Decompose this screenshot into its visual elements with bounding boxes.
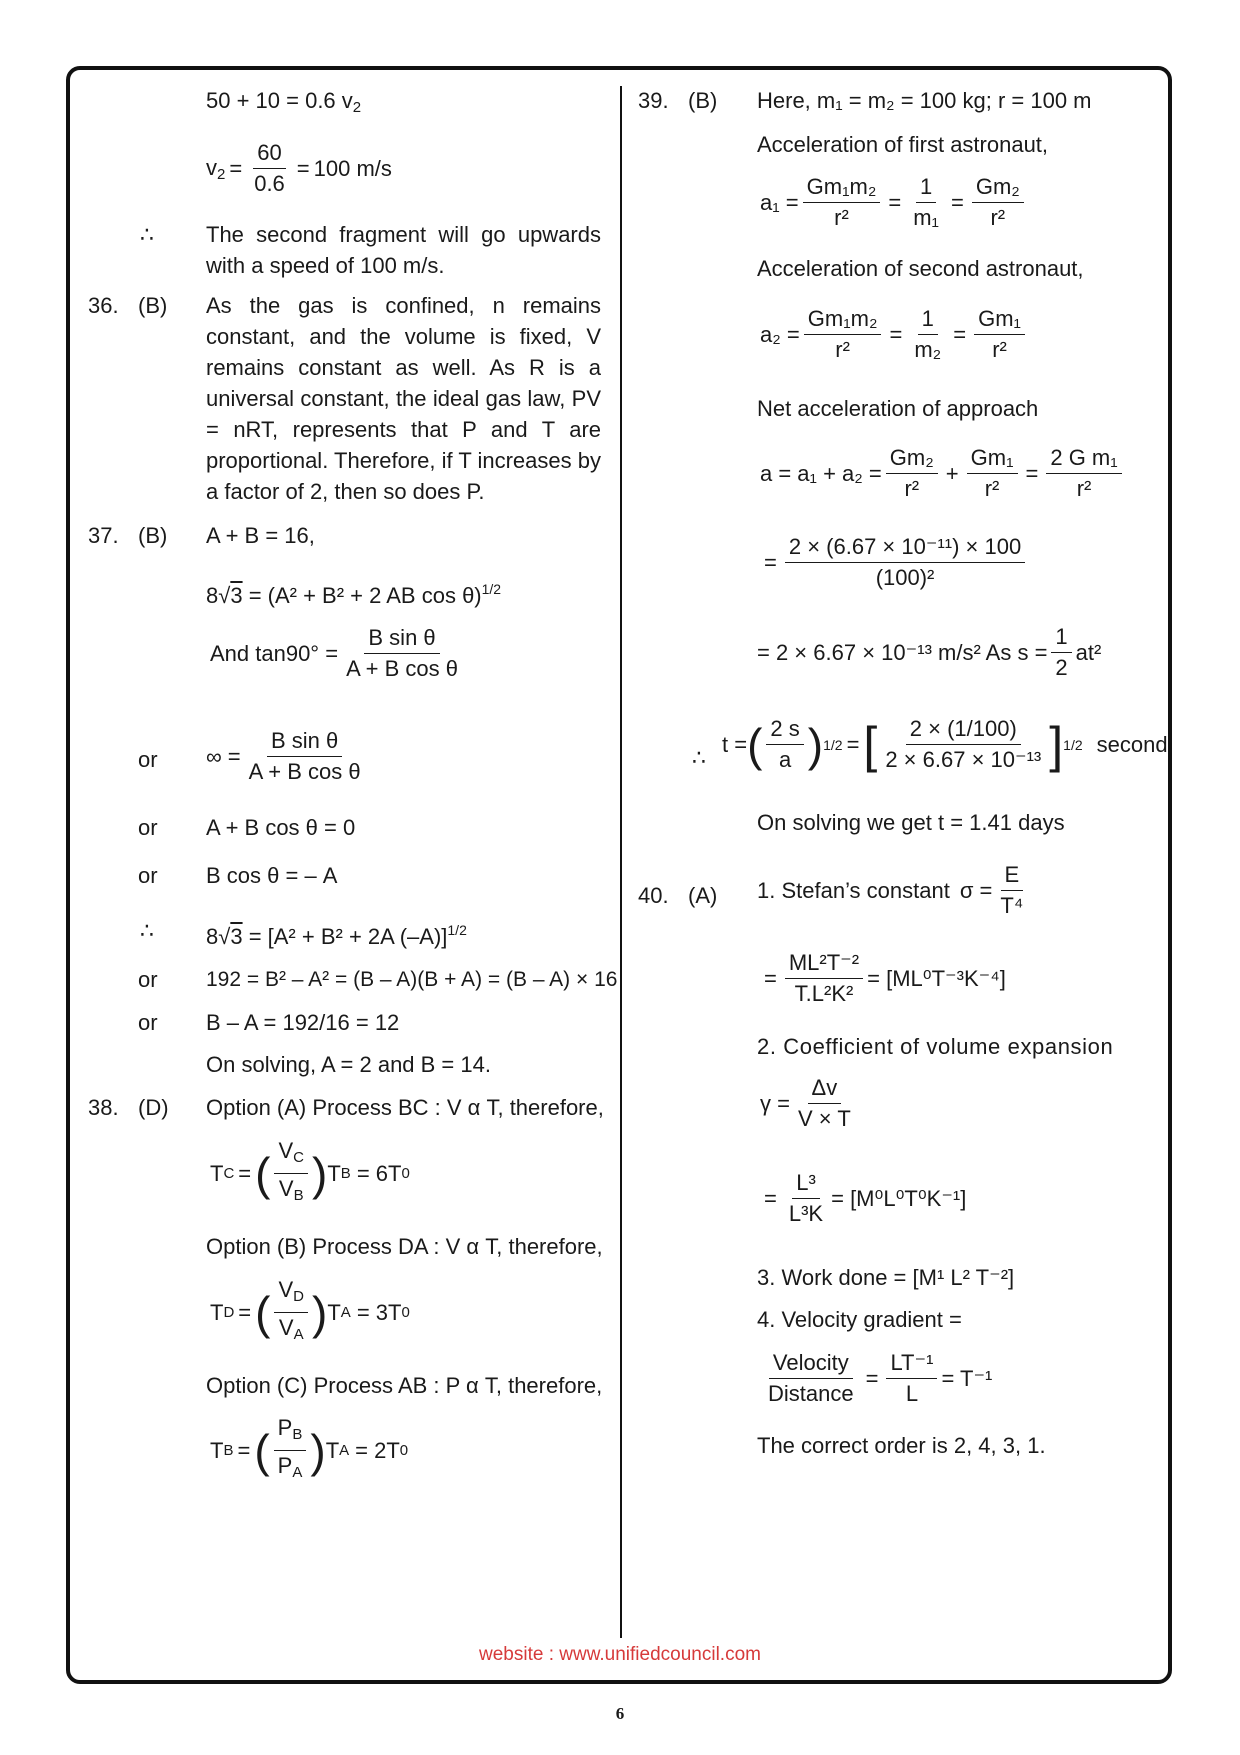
q39-option: (B)	[688, 88, 718, 113]
q37-or-1: or	[138, 747, 158, 772]
q39-a2-equation: a₂ = $\frac{\text{Gm₁m₂}}{\text{r²}}$ = $\frac{1}{\text{m₂}}$ = $\frac{\text{Gm₁}}{\text{r²}}$	[760, 306, 1029, 363]
q35-conclusion: The second fragment will go upwards with a speed of 100 m/s.	[206, 222, 601, 278]
q38-option: (D)	[138, 1095, 169, 1120]
q40-s2-label: 2. Coefficient of volume expansion	[757, 1034, 1114, 1059]
q37-therefore: ∴	[140, 918, 154, 943]
q37-number: 37.	[88, 523, 119, 548]
q40-s2-equation: γ = $\frac{\Delta v}{V \times T}$	[760, 1075, 851, 1131]
q37-or-4: or	[138, 967, 158, 992]
q37-line4: ∞ = $\frac{\text{B sin θ}}{\text{A + B cos θ}}$	[206, 728, 361, 784]
q40-s4-label: 4. Velocity gradient =	[757, 1307, 962, 1332]
page-number: 6	[615, 1704, 625, 1723]
q38-optC-equation: T B = ( $\frac{P_B}{P_A}$ ) T A = 2T 0	[210, 1415, 409, 1481]
q39-therefore: ∴	[692, 745, 706, 770]
q37-line1: A + B = 16,	[206, 523, 315, 548]
q39-solution: On solving we get t = 1.41 days	[757, 810, 1065, 835]
q37-or-5: or	[138, 1010, 158, 1035]
q40-option: (A)	[688, 883, 718, 908]
q38-optB-equation: T D = ( $\frac{V_D}{V_A}$ ) T A = 3T 0	[210, 1277, 410, 1343]
q37-line5: A + B cos θ = 0	[206, 815, 356, 840]
q39-net-equation: a = a₁ + a₂ = $\frac{\text{Gm₂}}{\text{r²}}$ + $\frac{\text{Gm₁}}{\text{r²}}$ = $\frac{\text{2 G m₁}}{\text{r²}}$	[760, 445, 1126, 502]
q37-option: (B)	[138, 523, 168, 548]
q37-line10: On solving, A = 2 and B = 14.	[206, 1052, 491, 1077]
q38-optC-text: Option (C) Process AB : P α T, therefore,	[206, 1373, 603, 1398]
q39-acc1-label: Acceleration of first astronaut,	[757, 132, 1049, 157]
q40-s4-equation: $\frac{\text{Velocity}}{\text{Distance}}$ = $\frac{\text{LT⁻¹}}{L}$ = T⁻¹	[768, 1350, 993, 1406]
q36-solution: As the gas is confined, n remains constant, and the volume is fixed, V remains constant as well. As R is a universal constant, the ideal gas law, PV = nRT, represents that P and T are proportional. Therefore, if T increases by a factor of 2, then so does P.	[206, 293, 601, 504]
q35-eq1: 50 + 10 = 0.6 $v_2$	[206, 88, 362, 116]
q40-s3: 3. Work done = [M¹ L² T⁻²]	[757, 1265, 1015, 1290]
q39-result-line: = 2 × 6.67 × 10⁻¹³ m/s² As s = $\frac{1}{2}$ at²	[757, 624, 1102, 680]
q38-optA-text: Option (A) Process BC : V α T, therefore,	[206, 1095, 604, 1120]
footer-website-link[interactable]: website : www.unifiedcouncil.com	[479, 1644, 761, 1665]
q39-t-equation: t = ( $\frac{2 s}{a}$ ) 1/2 = [ $\frac{2 \times (1/100)}{\text{2 × 6.67 × 10⁻¹³}}$ ] 1/2 second	[722, 716, 1168, 773]
q40-number: 40.	[638, 883, 669, 908]
q40-s1-equation: 1. Stefan’s constant σ = $\frac{E}{\text{T⁴}}$	[757, 862, 1024, 918]
q37-line2: 8√3 = (A² + B² + 2 AB cos θ)$^{1/2}$	[206, 581, 502, 608]
q37-line6: B cos θ = – A	[206, 863, 338, 888]
q37-line9: B – A = 192/16 = 12	[206, 1010, 400, 1035]
column-divider	[620, 86, 622, 1638]
q39-number: 39.	[638, 88, 669, 113]
q37-line3: And tan90° = $\frac{\text{B sin θ}}{\text{A + B cos θ}}$	[210, 625, 458, 681]
q37-or-2: or	[138, 815, 158, 840]
q40-s1-dimension: = $\frac{\text{ML²T⁻²}}{\text{T.L²K²}}$ = [ML⁰T⁻³K⁻⁴]	[764, 950, 1006, 1006]
q35-v2-equation: $v_2$ = $\frac{60}{0.6}$ = 100 m/s	[206, 140, 392, 196]
q36-number: 36.	[88, 293, 119, 318]
q40-s2-dimension: = $\frac{\text{L³}}{\text{L³K}}$ = [M⁰L⁰T⁰K⁻¹]	[764, 1170, 967, 1226]
q39-calc-equation: = $\frac{\text{2 × (6.67 × 10⁻¹¹) × 100}}{\text{(100)²}}$	[760, 534, 1029, 591]
q38-optB-text: Option (B) Process DA : V α T, therefore,	[206, 1234, 603, 1259]
q39-net-label: Net acceleration of approach	[757, 396, 1039, 421]
q37-or-3: or	[138, 863, 158, 888]
q39-acc2-label: Acceleration of second astronaut,	[757, 256, 1084, 281]
q37-line7: 8√3 = [A² + B² + 2A (–A)]$^{1/2}$	[206, 922, 467, 949]
q40-answer: The correct order is 2, 4, 3, 1.	[757, 1433, 1046, 1458]
q38-number: 38.	[88, 1095, 119, 1120]
q39-a1-equation: a₁ = $\frac{\text{Gm₁m₂}}{\text{r²}}$ = $\frac{1}{\text{m₁}}$ = $\frac{\text{Gm₂}}{\text{r²}}$	[760, 174, 1028, 231]
q35-therefore: ∴	[140, 222, 154, 247]
q39-given: Here, m₁ = m₂ = 100 kg; r = 100 m	[757, 88, 1092, 113]
q38-optA-equation: T C = ( $\frac{V_C}{V_B}$ ) T B = 6T 0	[210, 1138, 410, 1204]
q36-option: (B)	[138, 293, 168, 318]
q37-line8: 192 = B² – A² = (B – A)(B + A) = (B – A) × 16	[206, 968, 618, 991]
